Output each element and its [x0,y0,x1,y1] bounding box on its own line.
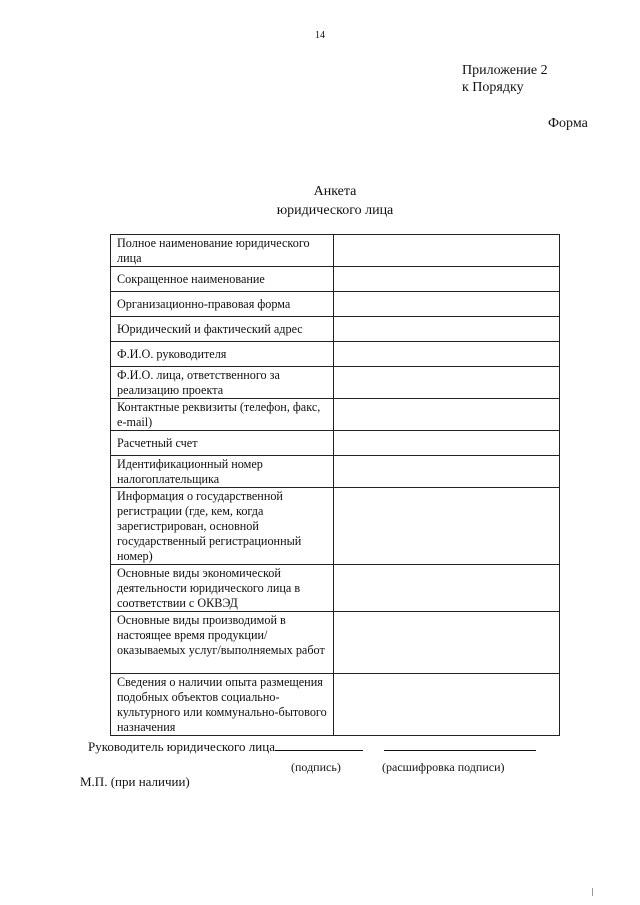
document-title [0,182,640,220]
table-row [111,367,560,399]
signature-blank[interactable] [275,738,363,751]
row-label-director: Ф.И.О. руководителя [111,342,334,367]
row-value-full-name[interactable] [334,235,560,267]
appendix-line-2: к Порядку [462,80,524,95]
row-value-okved[interactable] [334,565,560,612]
row-label-experience: Сведения о наличии опыта размещения подобных объектов социально-культурного или коммунально-бытового назначения [111,674,334,736]
table-row [111,267,560,292]
appendix-heading [462,62,548,96]
decoding-blank[interactable] [384,738,536,751]
table-row [111,317,560,342]
page-number: 14 [315,30,325,41]
title-line-1: Анкета [313,184,357,199]
table-row [111,399,560,431]
row-label-registration: Информация о государственной регистрации (где, кем, когда зарегистрирован, основной государственный регистрационный номер) [111,488,334,565]
row-value-registration[interactable] [334,488,560,565]
signature-caption: (подпись) [291,760,341,774]
row-label-okved: Основные виды экономической деятельности юридического лица в соответствии с ОКВЭД [111,565,334,612]
row-label-products: Основные виды производимой в настоящее время продукции/оказываемых услуг/выполняемых работ [111,612,334,674]
row-label-contacts: Контактные реквизиты (телефон, факс, e-mail) [111,399,334,431]
form-label: Форма [548,116,588,131]
row-label-address: Юридический и фактический адрес [111,317,334,342]
row-label-short-name: Сокращенное наименование [111,267,334,292]
row-value-responsible-person[interactable] [334,367,560,399]
table-row [111,565,560,612]
questionnaire-table [110,234,560,736]
row-value-bank-account[interactable] [334,431,560,456]
row-value-address[interactable] [334,317,560,342]
stamp-note: М.П. (при наличии) [80,774,190,789]
table-row [111,292,560,317]
row-value-director[interactable] [334,342,560,367]
signature-line [88,738,536,755]
decoding-caption: (расшифровка подписи) [382,760,505,774]
row-value-experience[interactable] [334,674,560,736]
row-value-products[interactable] [334,612,560,674]
row-value-contacts[interactable] [334,399,560,431]
table-row [111,235,560,267]
table-row [111,612,560,674]
table-row [111,431,560,456]
row-value-legal-form[interactable] [334,292,560,317]
row-value-short-name[interactable] [334,267,560,292]
table-row [111,456,560,488]
table-row [111,488,560,565]
row-label-responsible-person: Ф.И.О. лица, ответственного за реализацию проекта [111,367,334,399]
row-label-bank-account: Расчетный счет [111,431,334,456]
title-line-2: юридического лица [276,203,394,218]
signature-label: Руководитель юридического лица [88,739,275,754]
table-row [111,342,560,367]
appendix-line-1: Приложение 2 [462,63,548,78]
row-label-legal-form: Организационно-правовая форма [111,292,334,317]
page-mark [592,888,593,896]
table-row [111,674,560,736]
row-value-inn[interactable] [334,456,560,488]
row-label-full-name: Полное наименование юридического лица [111,235,334,267]
row-label-inn: Идентификационный номер налогоплательщика [111,456,334,488]
